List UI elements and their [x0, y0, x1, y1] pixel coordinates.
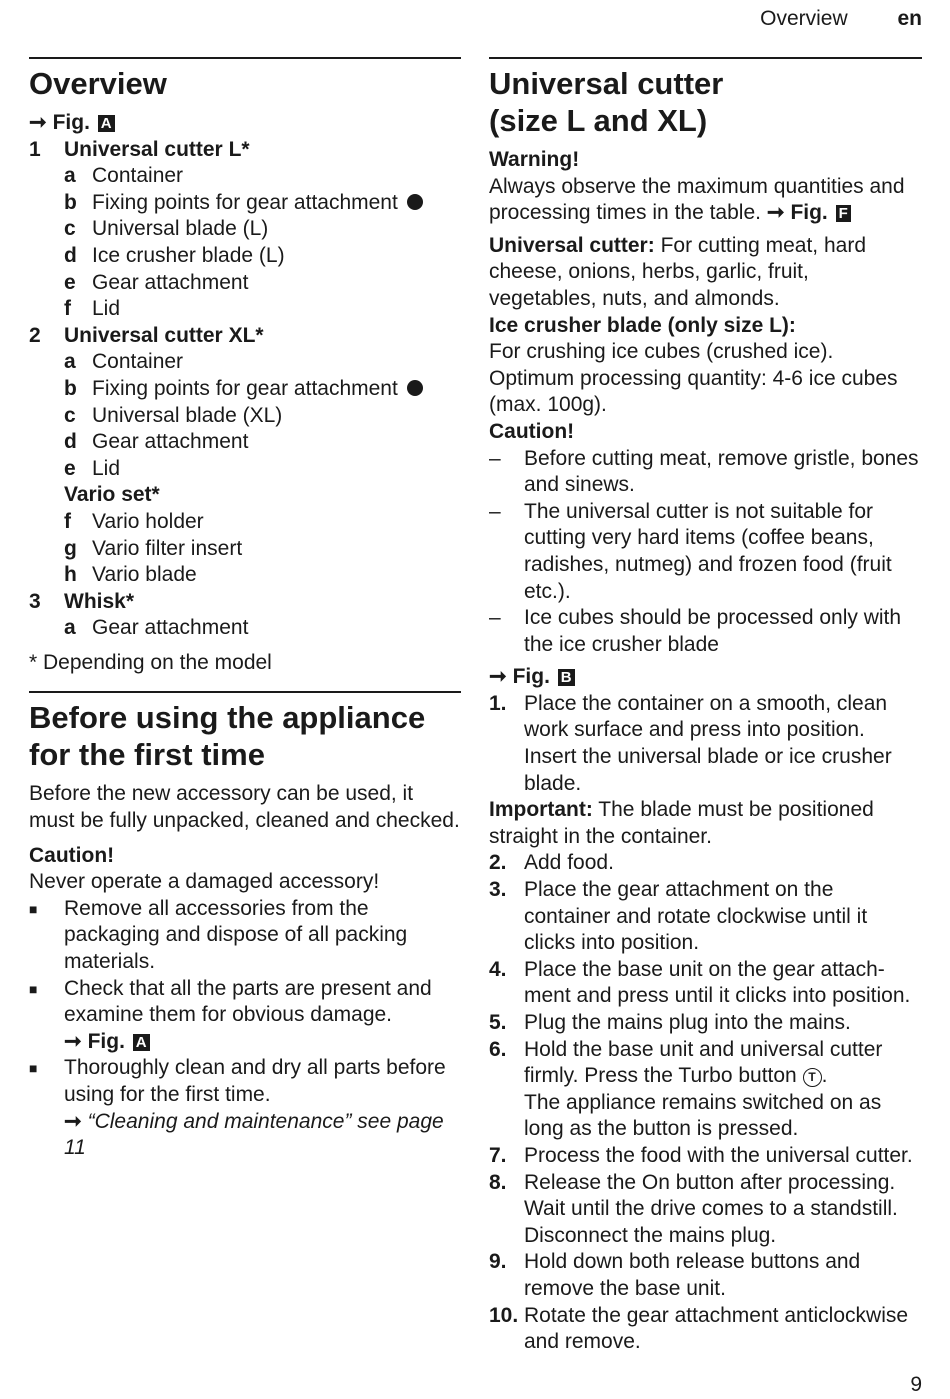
- step-item: 4. Place the base unit on the gear attach-ment and press until it clicks into position.: [489, 957, 911, 1008]
- step-item: 1. Place the container on a smooth, clean work surface and press into position. Insert the universal blade or ice crusher blade.: [489, 691, 892, 795]
- turbo-button-icon: T: [803, 1068, 822, 1087]
- list-item: ■ Check that all the parts are present and examine them for obvious damage. ➞ Fig. A: [29, 976, 461, 1056]
- section-rule: [29, 691, 461, 693]
- header-section: Overview: [760, 7, 848, 30]
- sub-list: a Gear attachment: [64, 616, 249, 640]
- footnote: * Depending on the model: [29, 650, 272, 674]
- before-title: Before using the appliance for the first time: [29, 700, 426, 773]
- step-item: 9. Hold down both release buttons and remove the base unit.: [489, 1250, 861, 1300]
- header-language: en: [897, 7, 922, 30]
- square-bullet-icon: ■: [29, 900, 38, 917]
- overview-title: Overview: [29, 66, 167, 101]
- fig-letter-badge: F: [836, 205, 851, 222]
- step-item: 7. Process the food with the universal cutter.: [489, 1143, 913, 1167]
- arrow-right-icon: ➞: [64, 1029, 82, 1053]
- right-column: [489, 57, 922, 1356]
- page-header: [760, 6, 922, 33]
- arrow-right-icon: ➞: [489, 665, 507, 689]
- arrow-right-icon: ➞: [64, 1109, 82, 1133]
- sub-list: a Container b Fixing points for gear attachment c Universal blade (XL) d Gear attachment e Lid Vario set* f Vario holder g Vario filter insert h Vario blade: [29, 349, 461, 588]
- fig-letter-badge: A: [133, 1034, 150, 1051]
- vario-set-heading: Vario set*: [64, 483, 160, 507]
- fixing-point-dot-icon: [407, 380, 423, 396]
- ice-blade-label: Ice crusher blade (only size L):: [489, 313, 796, 337]
- overview-item-2: 2 Universal cutter XL* a Container b Fixing points for gear attachment c Universal blade (XL) d Gear attachment e Lid Vario set* f Vario holder g Vario filter insert h Vario blade: [29, 323, 461, 589]
- step-item: 10. Rotate the gear attachment anticlockwise and remove.: [489, 1303, 909, 1354]
- section-rule: [489, 57, 922, 59]
- square-bullet-icon: ■: [29, 1060, 38, 1077]
- step-item: 6. Hold the base unit and universal cutter firmly. Press the Turbo button T . The appliance remains switched on as long as the button is pressed.: [489, 1037, 883, 1141]
- fig-letter-badge: B: [558, 669, 575, 686]
- arrow-right-icon: ➞: [29, 111, 47, 134]
- list-item: – Ice cubes should be processed only with the ice crusher blade: [489, 606, 902, 656]
- left-column: [29, 57, 461, 1162]
- overview-item-1: 1 Universal cutter L* a Container b Fixing points for gear attachment c Universal blade (L) d Ice crusher blade (L) e Gear attachment f Lid: [29, 137, 461, 323]
- cutter-title: Universal cutter (size L and XL): [489, 66, 724, 138]
- cross-reference: “Cleaning and maintenance” see page 11: [64, 1109, 444, 1160]
- square-bullet-icon: ■: [29, 980, 38, 997]
- list-item: – The universal cutter is not suitable for cutting very hard items (coffee beans, radishes, nutmeg) and frozen food (fruit etc.).: [489, 499, 892, 603]
- universal-cutter-desc: Universal cutter: For cutting meat, hard cheese, onions, herbs, garlic, fruit, vegetables, nuts, and almonds.: [489, 233, 867, 310]
- step-item: 2. Add food.: [489, 851, 614, 875]
- important-note: Important: The blade must be positioned straight in the container.: [489, 798, 874, 848]
- overview-fig-ref: ➞ Fig. A: [29, 110, 461, 137]
- caution-label: Caution!: [29, 843, 115, 867]
- fixing-point-dot-icon: [407, 194, 423, 210]
- overview-item-3: 3 Whisk* a Gear attachment: [29, 589, 461, 642]
- list-item: ■ Thoroughly clean and dry all parts before using for the first time. ➞ “Cleaning and maintenance” see page 11: [29, 1055, 461, 1161]
- warning-text: Always observe the maximum quantities and processing times in the table. ➞ Fig. F: [489, 174, 922, 227]
- page-number: 9: [910, 1373, 922, 1396]
- cutter-fig-ref: ➞ Fig. B: [489, 664, 922, 691]
- section-rule: [29, 57, 461, 59]
- caution-text: Never operate a damaged accessory!: [29, 870, 380, 894]
- ice-blade-text: For crushing ice cubes (crushed ice). Optimum processing quantity: 4-6 ice cubes (max. 100g).: [489, 340, 898, 417]
- before-intro: Before the new accessory can be used, it must be fully unpacked, cleaned and checked.: [29, 782, 460, 833]
- list-item: – Before cutting meat, remove gristle, bones and sinews.: [489, 446, 919, 497]
- list-item: ■ Remove all accessories from the packaging and dispose of all packing materials.: [29, 896, 461, 976]
- step-item: 5. Plug the mains plug into the mains.: [489, 1011, 851, 1034]
- arrow-right-icon: ➞: [766, 201, 785, 225]
- sub-list: a Container b Fixing points for gear attachment c Universal blade (L) d Ice crusher blade (L) e Gear attachment f Lid: [29, 163, 461, 323]
- fig-letter-badge: A: [98, 115, 115, 132]
- warning-label: Warning!: [489, 148, 580, 171]
- caution-label: Caution!: [489, 419, 575, 443]
- step-item: 3. Place the gear attachment on the container and rotate clockwise until it clicks into position.: [489, 878, 868, 955]
- step-item: 8. Release the On button after processing. Wait until the drive comes to a standstill. Disconnect the mains plug.: [489, 1170, 898, 1247]
